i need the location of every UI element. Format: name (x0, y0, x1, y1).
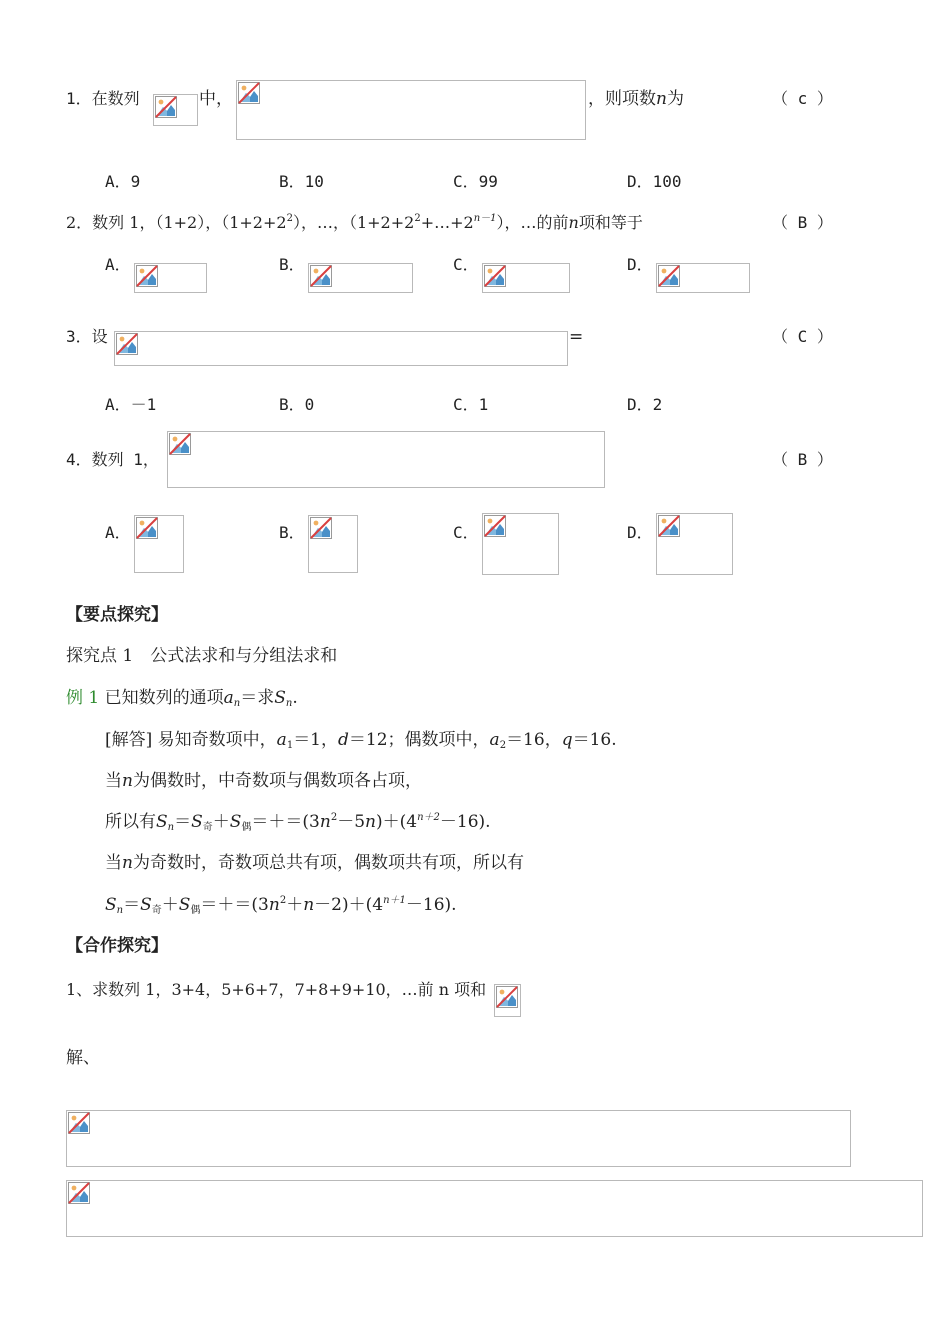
sol-l3-s-sub: n (167, 822, 175, 833)
sol-l1-a: [解答] 易知奇数项中， (105, 730, 277, 750)
sol-l3-s3: S (229, 812, 242, 832)
sol-l3-n2: n (365, 812, 376, 832)
sol-l5-s3-sub: 偶 (190, 905, 201, 916)
sol-l5-s2-sub: 奇 (151, 905, 162, 916)
q2-sup3: n－1 (473, 213, 497, 224)
sol-l5-n2: n (303, 895, 315, 915)
sol-l5-sup: 2 (279, 895, 287, 906)
sol-l3-s3-sub: 偶 (241, 822, 252, 833)
sol-l3-sup2: n＋2 (417, 812, 440, 823)
example-text-a: 已知数列的通项 (104, 688, 224, 708)
q3-option-b: B．0 (279, 395, 315, 414)
q2-stem-n: n (568, 213, 579, 232)
sol-l1-f: ＝16. (572, 730, 617, 750)
sol-l3-sup: 2 (330, 812, 338, 823)
q2-label-d: D． (627, 255, 653, 274)
q4-option-b-image (308, 515, 358, 573)
example-an: a (223, 688, 234, 708)
sol-l5-s-sub: n (116, 905, 124, 916)
example-text-c: . (292, 688, 298, 708)
broken-image-icon (68, 1112, 90, 1134)
q1-tail-b: 为 (666, 89, 684, 109)
sol-l3-n: n (319, 812, 331, 832)
broken-image-icon (136, 265, 158, 287)
q1-option-d: D．100 (627, 172, 682, 191)
sol-l1-e: ＝16， (506, 730, 562, 750)
q4-answer: （ B ） (772, 450, 833, 469)
sol-l2-a: 当 (105, 771, 122, 791)
q4-formula-image (167, 431, 605, 488)
broken-image-icon (496, 986, 518, 1008)
q3-answer: （ C ） (772, 327, 833, 346)
sol-l1-c: ＝12；偶数项中， (348, 730, 490, 750)
q1-sequence-image (153, 94, 198, 126)
q1-number: 1．在数列 (66, 89, 140, 108)
sol-l3-b: ＝ (174, 812, 192, 832)
q1-option-b: B．10 (279, 172, 324, 191)
q1-tail-a: ，则项数 (588, 89, 656, 109)
q3-option-a: A．－1 (105, 395, 157, 414)
sol-l5-s2: S (140, 895, 152, 915)
broken-image-icon (658, 515, 680, 537)
q2-stem-c: +…+2 (420, 213, 474, 232)
q2-stem-e: 项和等于 (578, 213, 643, 232)
broken-image-icon (136, 517, 158, 539)
q1-formula-image (236, 80, 586, 140)
q2-stem (66, 212, 643, 234)
q1-tail (588, 88, 684, 110)
broken-image-icon (155, 96, 177, 118)
q4-option-d-image (656, 513, 733, 575)
solution-line-2 (105, 770, 422, 792)
q1-mid: 中， (199, 89, 233, 109)
q4-label-c: C． (453, 523, 479, 542)
broken-image-icon (169, 433, 191, 455)
broken-image-icon (310, 517, 332, 539)
sol-l5-s: S (105, 895, 117, 915)
sol-l4-b: 为奇数时，奇数项总共有项，偶数项共有项，所以有 (132, 853, 524, 873)
q3-option-c: C．1 (453, 395, 489, 414)
example-an-sub: n (233, 698, 241, 709)
example-1 (66, 687, 298, 709)
q2-stem-d: ），…的前 (496, 213, 569, 232)
coop-question-1: 1、求数列 1，3+4，5+6+7，7+8+9+10，…前 n 项和 (66, 980, 487, 999)
q3-option-d: D．2 (627, 395, 663, 414)
sol-l3-s2-sub: 奇 (202, 822, 213, 833)
q4-number: 4．数列 1， (66, 450, 159, 469)
q2-sup2: 2 (414, 213, 421, 224)
sol-l1-a1-sub: 1 (286, 740, 294, 751)
example-sn-sub: n (285, 698, 293, 709)
sol-l5-c: ＝＋＝(3 (200, 895, 269, 915)
q1-option-a: A．9 (105, 172, 141, 191)
q1-tail-n: n (656, 89, 667, 109)
q2-label-a: A． (105, 255, 131, 274)
q4-label-d: D． (627, 523, 653, 542)
broken-image-icon (238, 82, 260, 104)
example-label: 例 1 (66, 688, 100, 708)
section-title-cooperation: 【合作探究】 (66, 936, 168, 956)
sol-l3-s: S (156, 812, 168, 832)
sol-l1-d: d (338, 730, 349, 750)
broken-image-icon (658, 265, 680, 287)
sol-l3-d: ＝＋＝(3 (251, 812, 320, 832)
example-text-b: ＝求 (240, 688, 275, 708)
coop-q1-formula-image (494, 984, 521, 1017)
q3-equals: = (569, 327, 584, 347)
sol-l2-b: 为偶数时，中奇数项与偶数项各占项， (132, 771, 422, 791)
q2-stem-a: 2．数列 1，（1+2），（1+2+2 (66, 213, 287, 232)
q2-stem-b: ），…，（1+2+2 (292, 213, 415, 232)
solution-line-3 (105, 811, 491, 833)
sol-l5-s3: S (178, 895, 191, 915)
solution-line-5 (105, 894, 457, 916)
q3-formula-image (114, 331, 568, 366)
section-subtitle: 探究点 1 公式法求和与分组法求和 (66, 646, 338, 666)
q4-option-c-image (482, 513, 559, 575)
q4-label-a: A． (105, 523, 131, 542)
sol-l3-e: －5 (337, 812, 366, 832)
sol-l5-e: －2)＋(4 (314, 895, 384, 915)
sol-l5-n: n (268, 895, 280, 915)
q2-answer: （ B ） (772, 213, 833, 232)
sol-l5-f: －16). (405, 895, 457, 915)
example-sn: S (274, 688, 286, 708)
coop-solution-image-2 (66, 1180, 923, 1237)
sol-l1-a2-sub: 2 (499, 740, 507, 751)
q2-option-a-image (134, 263, 207, 293)
q4-label-b: B． (279, 523, 305, 542)
sol-l5-sup2: n＋1 (383, 895, 406, 906)
q3-number: 3．设 (66, 327, 108, 346)
sol-l2-n: n (122, 771, 133, 791)
coop-answer-label: 解、 (66, 1048, 100, 1068)
q2-label-b: B． (279, 255, 305, 274)
sol-l1-a2: a (489, 730, 500, 750)
q2-sup1: 2 (286, 213, 293, 224)
broken-image-icon (116, 333, 138, 355)
sol-l5-a: ＝ (123, 895, 141, 915)
sol-l4-a: 当 (105, 853, 122, 873)
broken-image-icon (310, 265, 332, 287)
q2-option-d-image (656, 263, 750, 293)
q1-option-c: C．99 (453, 172, 498, 191)
sol-l1-b: ＝1， (293, 730, 339, 750)
sol-l3-f: )＋(4 (375, 812, 418, 832)
coop-solution-image-1 (66, 1110, 851, 1167)
sol-l3-c: ＋ (212, 812, 230, 832)
q2-label-c: C． (453, 255, 479, 274)
solution-line-4 (105, 852, 524, 874)
sol-l5-d: ＋ (286, 895, 304, 915)
sol-l3-s2: S (191, 812, 203, 832)
sol-l1-a1: a (276, 730, 287, 750)
solution-line-1 (105, 729, 617, 751)
q4-option-a-image (134, 515, 184, 573)
q1-answer: （ c ） (772, 89, 833, 108)
sol-l1-q: q (561, 730, 573, 750)
sol-l3-g: －16). (439, 812, 491, 832)
q2-option-c-image (482, 263, 570, 293)
section-title-key-points: 【要点探究】 (66, 605, 168, 625)
sol-l4-n: n (122, 853, 133, 873)
broken-image-icon (484, 515, 506, 537)
broken-image-icon (68, 1182, 90, 1204)
sol-l3-a: 所以有 (105, 812, 156, 832)
q2-option-b-image (308, 263, 413, 293)
sol-l5-b: ＋ (161, 895, 179, 915)
broken-image-icon (484, 265, 506, 287)
